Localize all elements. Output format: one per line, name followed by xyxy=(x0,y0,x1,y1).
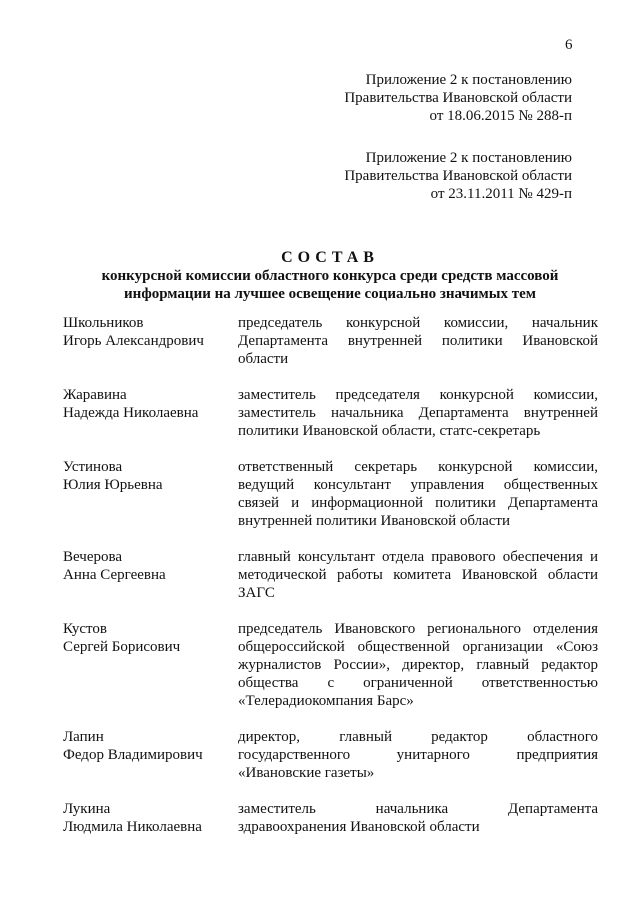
member-role-line: директор, главный редактор областного xyxy=(238,729,598,745)
document-title: СОСТАВ xyxy=(281,249,379,266)
member-surname: Кустов xyxy=(63,621,107,637)
member-role-line: политики Ивановской области, статс-секретарь xyxy=(238,423,541,439)
member-given: Игорь Александрович xyxy=(63,333,204,349)
member-role-line: главный консультант отдела правового обеспечения и xyxy=(238,549,598,565)
member-role-line: здравоохранения Ивановской области xyxy=(238,819,480,835)
member-row xyxy=(63,386,598,440)
member-name xyxy=(63,620,238,710)
member-role xyxy=(238,548,598,602)
member-row xyxy=(63,620,598,710)
member-role-line: ответственный секретарь конкурсной комиссии, xyxy=(238,459,598,475)
member-role-line: Департамента внутренней политики Ивановской xyxy=(238,333,598,349)
member-name xyxy=(63,728,238,782)
member-role-line: заместитель начальника Департамента xyxy=(238,801,598,817)
member-name xyxy=(63,386,238,440)
member-role xyxy=(238,386,598,440)
member-row xyxy=(63,458,598,530)
commission-members-list xyxy=(63,314,598,854)
member-role xyxy=(238,458,598,530)
document-subtitle-line: информации на лучшее освещение социально значимых тем xyxy=(124,286,536,302)
member-given: Юлия Юрьевна xyxy=(63,477,163,493)
member-given: Федор Владимирович xyxy=(63,747,203,763)
member-role-line: общероссийской общественной организации «Союз xyxy=(238,639,598,655)
appendix-line: Приложение 2 к постановлению xyxy=(365,150,572,166)
member-role-line: области xyxy=(238,351,289,367)
member-role-line: заместитель начальника Департамента внутренней xyxy=(238,405,598,421)
member-given: Анна Сергеевна xyxy=(63,567,166,583)
member-row xyxy=(63,548,598,602)
member-role-line: связей и информационной политики Департамента xyxy=(238,495,598,511)
member-role-line: председатель Ивановского регионального отделения xyxy=(238,621,598,637)
appendix-line: Правительства Ивановской области xyxy=(344,168,572,184)
document-subtitle-line: конкурсной комиссии областного конкурса среди средств массовой xyxy=(101,268,559,284)
member-role-line: журналистов России», директор, главный редактор xyxy=(238,657,598,673)
member-role xyxy=(238,314,598,368)
member-name xyxy=(63,458,238,530)
member-role-line: государственного унитарного предприятия xyxy=(238,747,598,763)
member-given: Людмила Николаевна xyxy=(63,819,202,835)
document-heading xyxy=(60,249,600,303)
member-role xyxy=(238,800,598,836)
appendix-note-original xyxy=(344,149,572,203)
appendix-line: от 18.06.2015 № 288-п xyxy=(429,108,572,124)
member-role-line: внутренней политики Ивановской области xyxy=(238,513,510,529)
member-surname: Школьников xyxy=(63,315,144,331)
member-row xyxy=(63,800,598,836)
member-given: Надежда Николаевна xyxy=(63,405,199,421)
appendix-note-current xyxy=(344,71,572,125)
member-surname: Лукина xyxy=(63,801,111,817)
page-number: 6 xyxy=(565,37,573,53)
member-name xyxy=(63,314,238,368)
member-role xyxy=(238,620,598,710)
appendix-line: Приложение 2 к постановлению xyxy=(365,72,572,88)
member-surname: Устинова xyxy=(63,459,123,475)
member-role xyxy=(238,728,598,782)
member-role-line: ведущий консультант управления общественных xyxy=(238,477,598,493)
member-row xyxy=(63,728,598,782)
member-role-line: общества с ограниченной ответственностью xyxy=(238,675,598,691)
member-surname: Жаравина xyxy=(63,387,127,403)
member-role-line: «Телерадиокомпания Барс» xyxy=(238,693,414,709)
member-role-line: ЗАГС xyxy=(238,585,275,601)
appendix-line: Правительства Ивановской области xyxy=(344,90,572,106)
member-name xyxy=(63,548,238,602)
member-role-line: председатель конкурсной комиссии, начальник xyxy=(238,315,598,331)
member-role-line: методической работы комитета Ивановской области xyxy=(238,567,598,583)
member-given: Сергей Борисович xyxy=(63,639,181,655)
member-surname: Вечерова xyxy=(63,549,123,565)
member-name xyxy=(63,800,238,836)
member-role-line: заместитель председателя конкурсной комиссии, xyxy=(238,387,598,403)
member-surname: Лапин xyxy=(63,729,104,745)
appendix-line: от 23.11.2011 № 429-п xyxy=(430,186,572,202)
member-role-line: «Ивановские газеты» xyxy=(238,765,375,781)
member-row xyxy=(63,314,598,368)
